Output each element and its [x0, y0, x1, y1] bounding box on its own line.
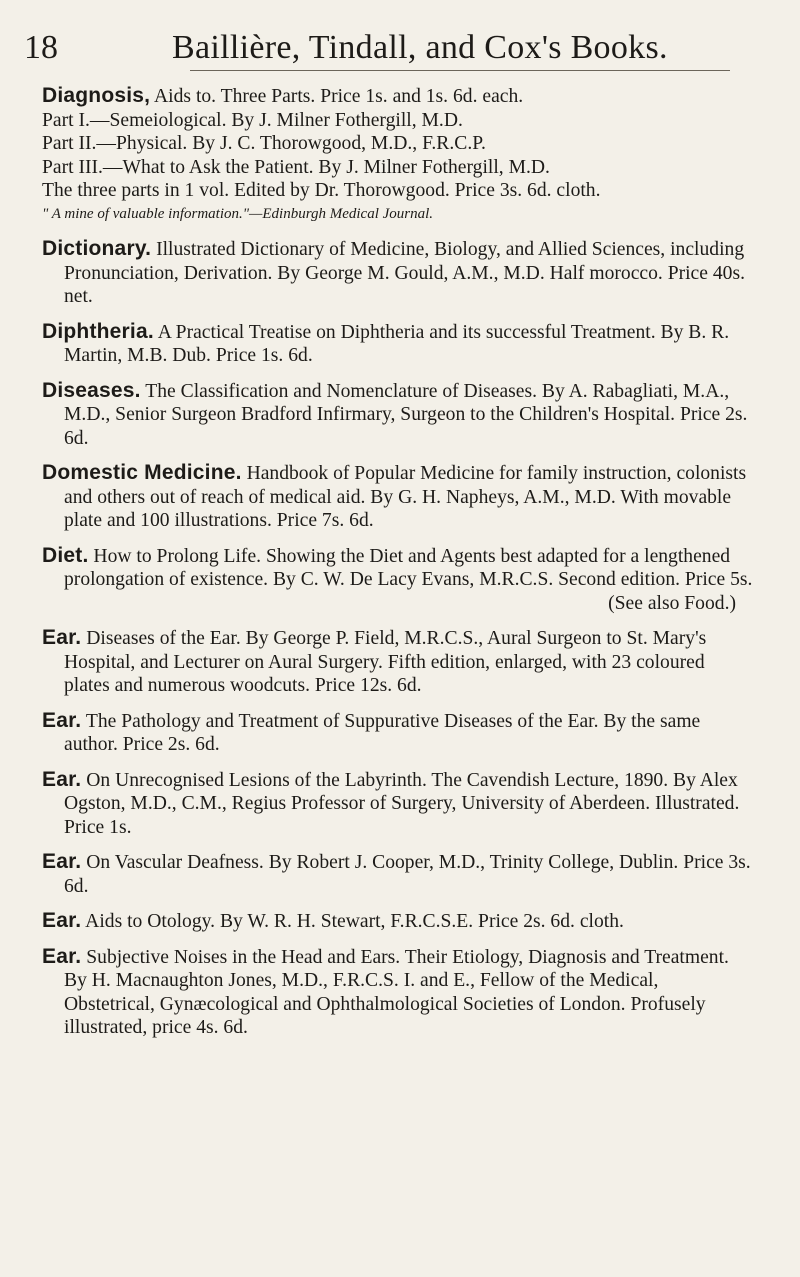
entry-keyword: Ear. [42, 626, 82, 649]
entry-keyword: Ear. [42, 767, 82, 791]
entry-line: Part II.—Physical. By J. C. Thorowgood, M.D., F.R.C.P. [42, 133, 486, 154]
entry-keyword: Ear. [42, 850, 82, 873]
entry-keyword: Diphtheria. [42, 319, 154, 343]
catalogue-entry-diagnosis [42, 84, 754, 226]
running-title: Baillière, Tindall, and Cox's Books. [172, 29, 668, 66]
entry-line: Part III.—What to Ask the Patient. By J. Milner Fothergill, M.D. [42, 156, 550, 178]
page-number: 18 [24, 29, 58, 66]
header-rule [190, 70, 730, 71]
entry-text: Diseases of the Ear. By George P. Field, M.R.C.S., Aural Surgeon to St. Mary's Hospital, and Lecturer on Aural Surgery. Fifth edition, enlarged, with 23 coloured plates and numerous woodcuts. Price 12s. 6d. [64, 628, 707, 696]
catalogue-entry-ear-otology [42, 909, 754, 934]
entry-line: The three parts in 1 vol. Edited by Dr. Thorowgood. Price 3s. 6d. cloth. [42, 180, 601, 201]
page-header [24, 26, 744, 70]
entry-keyword: Ear. [42, 909, 82, 932]
entry-keyword: Diseases. [42, 378, 141, 402]
catalogue-entry-domestic-medicine [42, 461, 754, 533]
entry-keyword: Ear. [42, 708, 82, 732]
entry-line: Part I.—Semeiological. By J. Milner Fothergill, M.D. [42, 109, 463, 131]
entry-keyword: Dictionary. [42, 237, 152, 260]
press-quote: " A mine of valuable information."—Edinburgh Medical Journal. [42, 205, 434, 222]
catalogue-entry-ear-subjective-noises [42, 945, 754, 1040]
entry-keyword: Domestic Medicine. [42, 461, 242, 484]
entry-text: On Vascular Deafness. By Robert J. Cooper, M.D., Trinity College, Dublin. Price 3s. 6d. [64, 852, 751, 897]
catalogue-entries [42, 84, 754, 1051]
entry-text: A Practical Treatise on Diphtheria and its successful Treatment. By B. R. Martin, M.B. Dub. Price 1s. 6d. [64, 321, 730, 366]
entry-keyword: Diet. [42, 543, 89, 567]
entry-text: Subjective Noises in the Head and Ears. Their Etiology, Diagnosis and Treatment. By H. Macnaughton Jones, M.D., F.R.C.S. I. and E., Fellow of the Medical, Obstetrical, Gynæcological and Ophthalmological Societies of London. Profusely illustrated, price 4s. 6d. [64, 946, 729, 1038]
entry-text: The Pathology and Treatment of Suppurative Diseases of the Ear. By the same author. Price 2s. 6d. [64, 710, 701, 755]
catalogue-entry-ear-pathology [42, 709, 754, 757]
catalogue-entry-ear-diseases [42, 626, 754, 698]
entry-text: Illustrated Dictionary of Medicine, Biology, and Allied Sciences, including Pronunciation, Derivation. By George M. Gould, A.M., M.D. Half morocco. Price 40s. net. [64, 239, 745, 307]
catalogue-entry-diseases [42, 379, 754, 451]
entry-keyword: Ear. [42, 944, 82, 968]
entry-text: Aids to Otology. By W. R. H. Stewart, F.R.C.S.E. Price 2s. 6d. cloth. [85, 911, 624, 932]
catalogue-entry-ear-labyrinth [42, 768, 754, 840]
catalogue-entry-dictionary [42, 237, 754, 309]
entry-text: Handbook of Popular Medicine for family instruction, colonists and others out of reach of medical aid. By G. H. Napheys, A.M., M.D. With movable plate and 100 illustrations. Price 7s. 6d. [64, 463, 747, 531]
entry-text: How to Prolong Life. Showing the Diet and Agents best adapted for a lengthened prolongation of existence. By C. W. De Lacy Evans, M.R.C.S. Second edition. Price 5s. [64, 545, 753, 590]
catalogue-entry-diet [42, 544, 754, 616]
catalogue-entry-ear-vascular-deafness [42, 850, 754, 898]
catalogue-entry-diphtheria [42, 320, 754, 368]
entry-text: On Unrecognised Lesions of the Labyrinth. The Cavendish Lecture, 1890. By Alex Ogston, M.D., C.M., Regius Professor of Surgery, University of Aberdeen. Illustrated. Price 1s. [64, 769, 740, 838]
entry-keyword: Diagnosis, [42, 84, 151, 107]
entry-text: The Classification and Nomenclature of Diseases. By A. Rabagliati, M.A., M.D., Senior Surgeon Bradford Infirmary, Surgeon to the Children's Hospital. Price 2s. 6d. [64, 380, 748, 449]
entry-text: Aids to. Three Parts. Price 1s. and 1s. 6d. each. [154, 86, 524, 107]
see-also-note: (See also Food.) [608, 592, 736, 614]
